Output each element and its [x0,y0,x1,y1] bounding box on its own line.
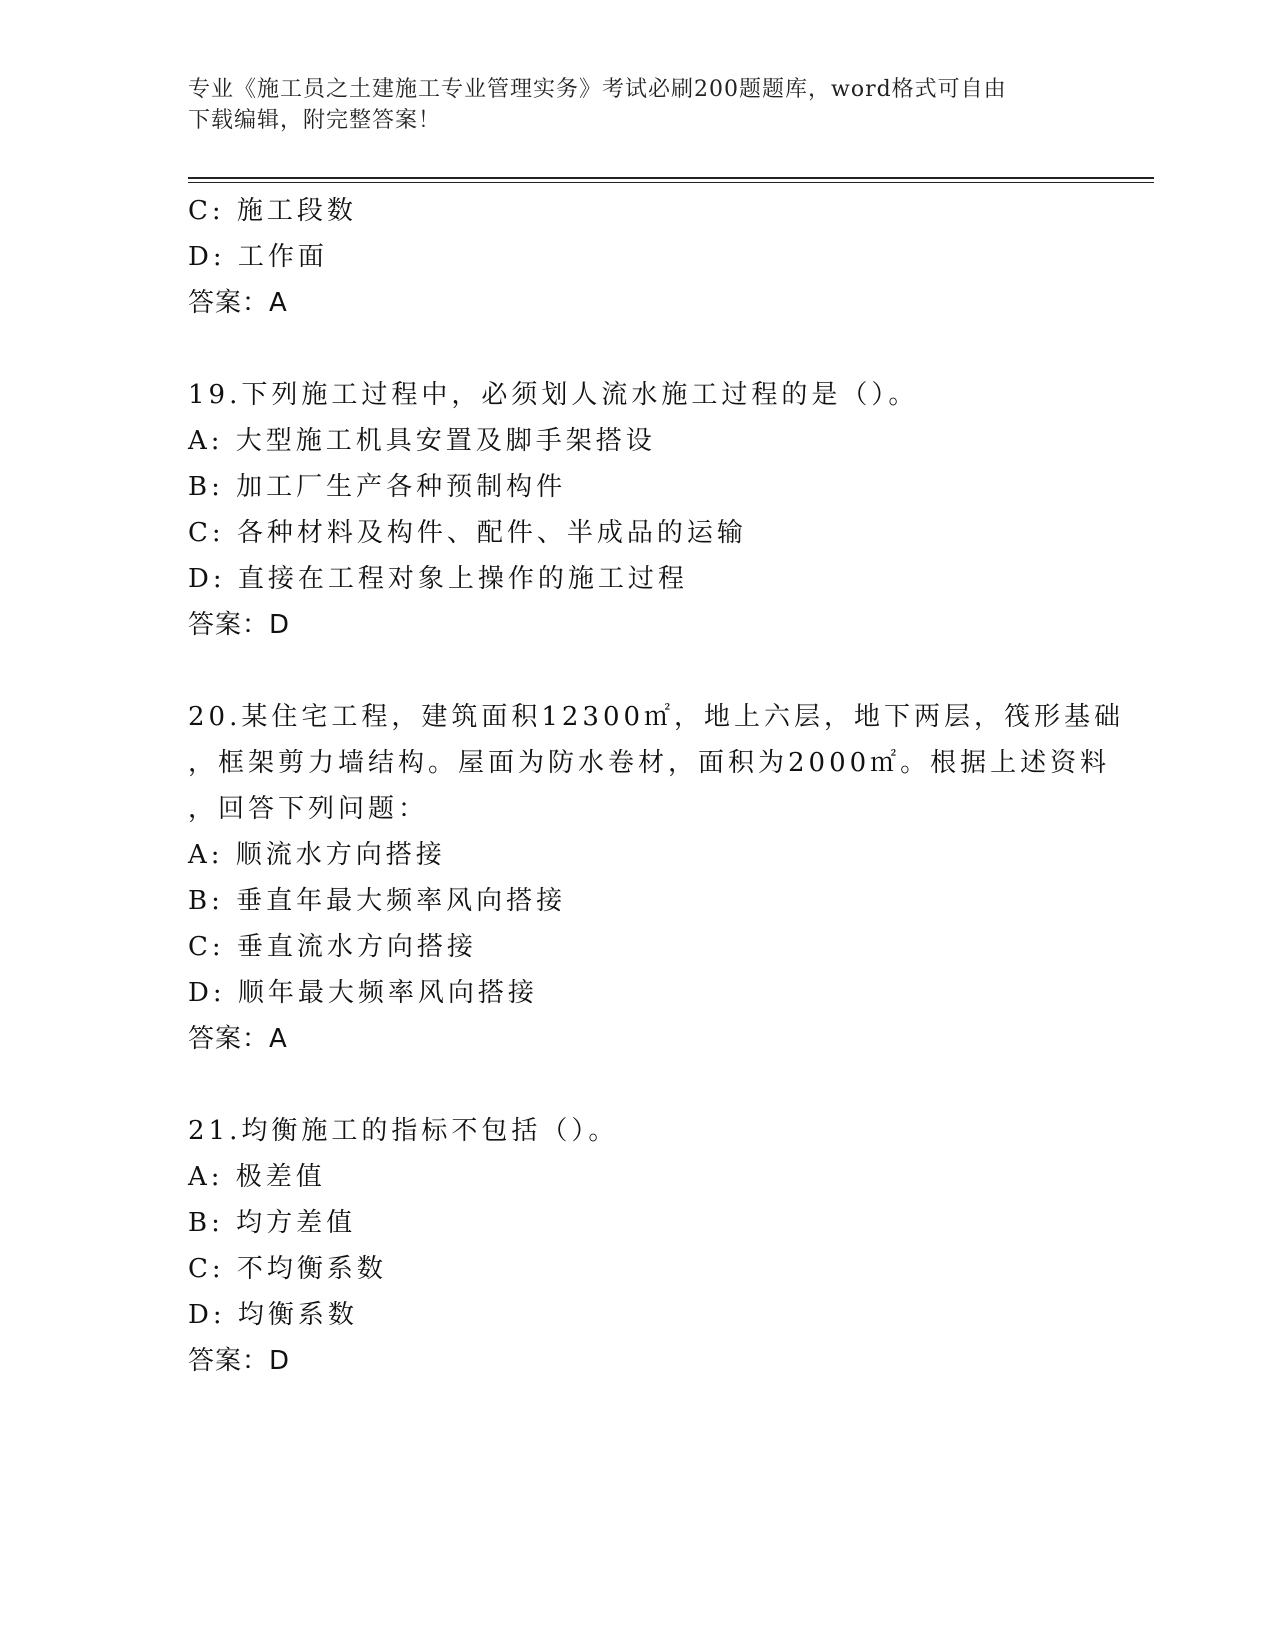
question-block-19 [188,372,1088,648]
option-c: C: 不均衡系数 [188,1254,387,1284]
option-a: A: 顺流水方向搭接 [188,840,446,870]
option-c: C: 各种材料及构件、配件、半成品的运输 [188,518,747,548]
option-b: B: 加工厂生产各种预制构件 [188,472,567,502]
spacer [188,1062,1088,1108]
header-line-1: 专业《施工员之土建施工专业管理实务》考试必刷200题题库，word格式可自由 [188,77,1007,102]
spacer [188,648,1088,694]
question-block-21 [188,1108,1088,1384]
answer-line: 答案：D [188,1346,291,1376]
option-c: C: 垂直流水方向搭接 [188,932,477,962]
question-list [188,188,1125,1384]
question-stem-line-1: 20.某住宅工程，建筑面积12300㎡，地上六层，地下两层，筏形基础 [188,702,1125,732]
question-stem: 21.均衡施工的指标不包括（）。 [188,1116,619,1146]
option-d: D: 工作面 [188,242,328,272]
answer-line: 答案：A [188,288,288,318]
option-d: D: 顺年最大频率风向搭接 [188,978,538,1008]
answer-line: 答案：D [188,610,291,640]
option-b: B: 均方差值 [188,1208,357,1238]
question-block-20 [188,694,1125,1062]
document-header [188,74,1088,136]
question-stem-line-2: ，框架剪力墙结构。屋面为防水卷材，面积为2000㎡。根据上述资料 [188,748,1111,778]
option-b: B: 垂直年最大频率风向搭接 [188,886,567,916]
header-divider-thin [188,182,1154,183]
option-a: A: 大型施工机具安置及脚手架搭设 [188,426,656,456]
header-divider-thick [188,177,1154,179]
option-d: D: 均衡系数 [188,1300,358,1330]
header-line-2: 下载编辑，附完整答案！ [188,108,442,133]
question-stem: 19.下列施工过程中，必须划人流水施工过程的是（）。 [188,380,919,410]
spacer [188,326,1088,372]
question-stem-line-3: ，回答下列问题： [188,794,429,824]
answer-line: 答案：A [188,1024,288,1054]
option-d: D: 直接在工程对象上操作的施工过程 [188,564,688,594]
option-c: C: 施工段数 [188,196,357,226]
question-block-partial [188,188,1088,326]
option-a: A: 极差值 [188,1162,326,1192]
